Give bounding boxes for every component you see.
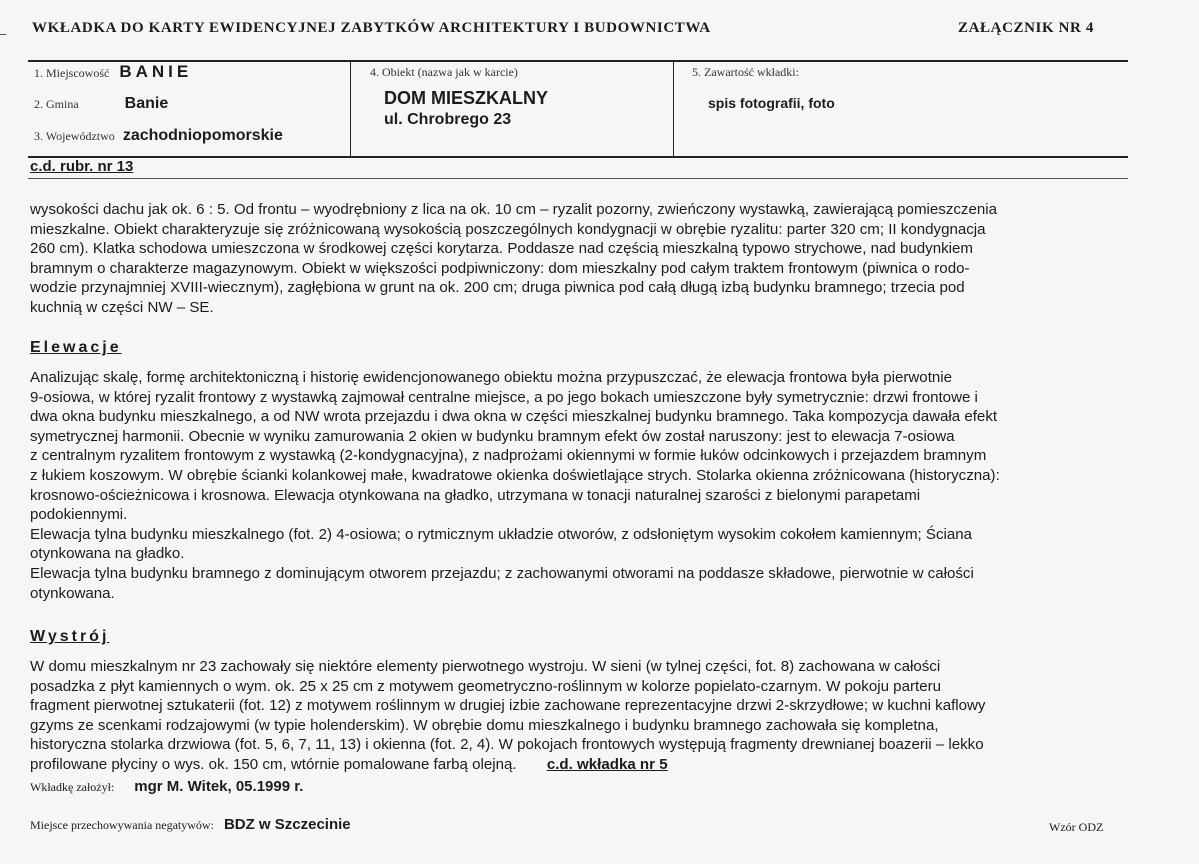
text-line: z łukiem koszowym. W obrębie ścianki kolankowej małe, kwadratowe okienka doświetlające strych. Stolarka okienna zróżnicowana (historyczna): xyxy=(30,466,1000,484)
form-bottom-rule xyxy=(28,156,1128,158)
text-line: 260 cm). Klatka schodowa umieszczona w środkowej części korytarza. Poddasze nad częścią mieszkalną typowo strychowe, nad budynkiem xyxy=(30,240,973,258)
author-label: Wkładkę założył: xyxy=(30,780,115,794)
commune-value: Banie xyxy=(124,95,169,112)
text-line: profilowane płyciny o wys. ok. 150 cm, wtórnie pomalowane farbą olejną. xyxy=(30,755,517,773)
text-line: dwa okna budynku mieszkalnego, a od NW wrota przejazdu i dwa okna w części mieszkalnej budynku bramnego. Taka kompozycja dawała efekt xyxy=(30,408,998,426)
text-line: wysokości dachu jak ok. 6 : 5. Od frontu – wyodrębniony z lica na ok. 10 cm – ryzalit pozorny, zwieńczony wystawką, zawierającą pomieszczenia xyxy=(30,201,997,218)
storage-field xyxy=(30,816,351,834)
interior-paragraph xyxy=(30,657,1127,775)
voivodeship-label: 3. Województwo xyxy=(34,129,115,143)
form-divider-1 xyxy=(350,60,351,158)
continuation-rule xyxy=(28,178,1128,179)
author-field xyxy=(30,778,303,796)
text-line: z centralnym ryzalitem frontowym z wystawką (2-kondygnacyjna), z nadprożami okiennymi w formie łuków odcinkowych i przejazdem bramnym xyxy=(30,447,987,465)
text-line: posadzka z płyt kamiennych o wym. ok. 25 x 25 cm z motywem geometryczno-roślinnym w kolorze popielato-czarnym. W pokoju parteru xyxy=(30,677,942,695)
form-top-rule xyxy=(28,60,1128,62)
author-value: mgr M. Witek, 05.1999 r. xyxy=(134,778,304,795)
text-line: gzyms ze scenkami rodzajowymi (w typie holenderskim). W obrębie domu mieszkalnego i budynku bramnego zachowała się kompletna, xyxy=(30,716,939,734)
voivodeship-value: zachodniopomorskie xyxy=(122,127,283,144)
locality-label: 1. Miejscowość xyxy=(34,66,110,80)
document-title: WKŁADKA DO KARTY EWIDENCYJNEJ ZABYTKÓW ARCHITEKTURY I BUDOWNICTWA xyxy=(32,20,711,36)
text-line: symetrycznej harmonii. Obecnie w wyniku zamurowania 2 okien w budynku bramnym efekt ów został naruszony: jest to elewacja 7-osiowa xyxy=(30,427,955,445)
text-line: podokiennymi. xyxy=(30,506,128,524)
text-line: Elewacja tylna budynku bramnego z dominującym otworem przejazdu; z zachowanymi otworami na poddasze składowe, pierwotnie w całości xyxy=(30,564,974,582)
object-address: ul. Chrobrego 23 xyxy=(384,111,512,128)
elevations-paragraph xyxy=(30,368,1127,603)
elevations-heading: Elewacje xyxy=(30,339,122,356)
intro-paragraph xyxy=(30,200,1127,318)
text-line: kuchnią w części NW – SE. xyxy=(30,298,214,316)
locality-value: BANIE xyxy=(119,62,193,81)
text-line: mieszkalne. Obiekt charakteryzuje się zróżnicowaną wysokością poszczególnych kondygnacji w obrębie ryzalitu: parter 320 cm; II kondygnacja xyxy=(30,220,986,238)
object-label: 4. Obiekt (nazwa jak w karcie) xyxy=(370,65,518,79)
object-name: DOM MIESZKALNY xyxy=(384,88,548,108)
text-line: krosnowo-ościeżnicowa i krosnowa. Elewacja otynkowana na gładko, utrzymana w tonacji naturalnej szarości z bielonymi parapetami xyxy=(30,486,921,504)
text-line: W domu mieszkalnym nr 23 zachowały się niektóre elementy pierwotnego wystroju. W sieni (w tylnej części, fot. 8) zachowana w całości xyxy=(30,658,941,675)
text-line: wodzie przynajmniej XVIII-wiecznym), zagłębiona w grunt na ok. 200 cm; druga piwnica pod całą długą izbą budynku bramnego; trzecia pod xyxy=(30,279,965,297)
text-line: Elewacja tylna budynku mieszkalnego (fot. 2) 4-osiowa; o rytmicznym układzie otworów, z odsłoniętym wysokim cokołem kamiennym; Ściana xyxy=(30,525,973,543)
text-line: bramnym o charakterze magazynowym. Obiekt w większości podpiwniczony: dom mieszkalny pod całym traktem frontowym (piwnica o rodo- xyxy=(30,259,970,277)
text-line: historyczna stolarka drzwiowa (fot. 5, 6, 7, 11, 13) i okienna (fot. 2, 4). W pokojach frontowych występują fragmenty drewnianej boazerii – lekko xyxy=(30,736,984,754)
text-line: Analizując skalę, formę architektoniczną i historię ewidencjonowanego obiektu można przypuszczać, że elewacja frontowa była pierwotnie xyxy=(30,369,953,386)
interior-continuation: c.d. wkładka nr 5 xyxy=(546,755,668,773)
commune-field xyxy=(34,95,168,113)
commune-label: 2. Gmina xyxy=(34,97,79,111)
storage-label: Miejsce przechowywania negatywów: xyxy=(30,818,214,832)
text-line-last xyxy=(30,755,1127,775)
template-label: Wzór ODZ xyxy=(1049,820,1104,834)
text-line: otynkowana. xyxy=(30,584,115,602)
contents-value: spis fotografii, foto xyxy=(708,95,835,111)
text-line: otynkowana na gładko. xyxy=(30,545,185,563)
annex-number: ZAŁĄCZNIK NR 4 xyxy=(958,20,1094,36)
contents-label: 5. Zawartość wkładki: xyxy=(692,65,799,79)
continuation-label: c.d. rubr. nr 13 xyxy=(30,158,134,175)
voivodeship-field xyxy=(34,127,283,145)
storage-value: BDZ w Szczecinie xyxy=(223,816,351,833)
interior-heading: Wystrój xyxy=(30,628,110,645)
text-line: 9-osiowa, w której ryzalit frontowy z wystawką zajmował centralne miejsce, a po jego bokach umieszczone były symetrycznie: drzwi frontowe i xyxy=(30,388,978,406)
locality-field xyxy=(34,62,192,82)
form-divider-2 xyxy=(673,60,674,158)
scan-mark xyxy=(0,34,6,35)
text-line: fragment pierwotnej sztukaterii (fot. 12) z motywem roślinnym w drugiej izbie zachowane reprezentacyjne drzwi 2-skrzydłowe; w kuchni kaflowy xyxy=(30,697,986,715)
